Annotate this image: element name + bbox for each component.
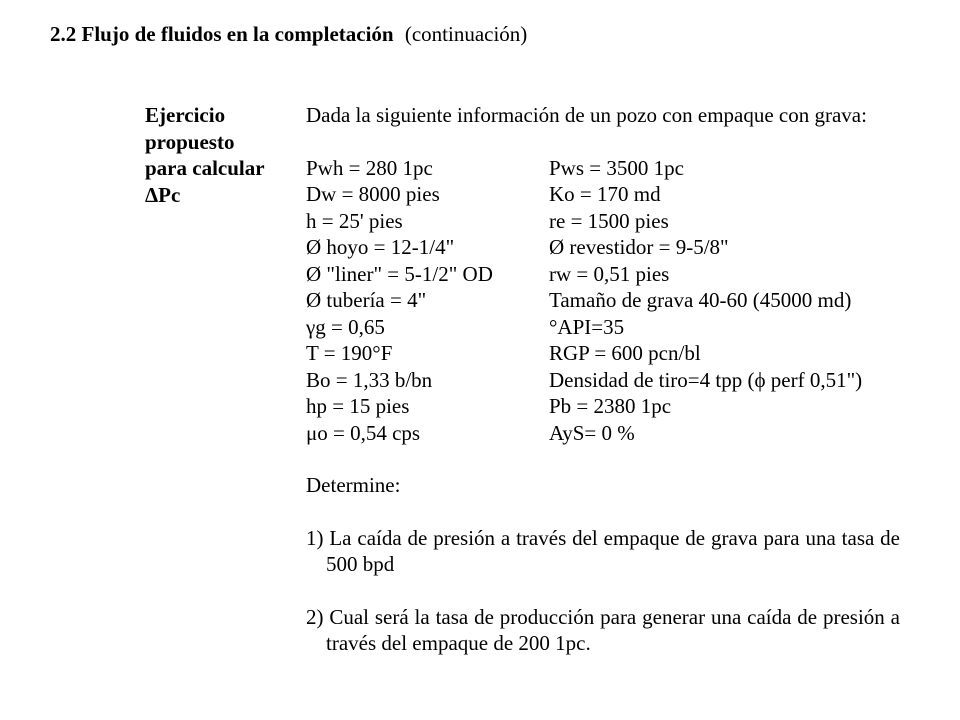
section-number: 2.2 [50,22,77,46]
parameter-left: Dw = 8000 pies [306,182,440,206]
parameter-row [306,208,900,235]
parameter-right: Densidad de tiro=4 tpp (ϕ perf 0,51") [549,367,863,392]
parameter-right: Ko = 170 md [549,182,661,206]
parameter-right: Ø revestidor = 9-5/8" [549,235,729,259]
parameter-row [306,181,900,208]
question-1: 1) La caída de presión a través del empaque de grava para una tasa de 500 bpd [306,525,900,576]
parameter-right: °API=35 [549,314,625,339]
section-title [50,22,527,47]
section-subtitle: (continuación) [404,22,528,46]
parameter-row [306,420,900,447]
parameter-left: Pwh = 280 1pc [306,155,433,180]
parameter-right: re = 1500 pies [549,208,669,233]
exercise-label [145,102,295,208]
parameter-list [306,155,900,447]
parameter-left: Bo = 1,33 b/bn [306,367,433,392]
parameter-right: rw = 0,51 pies [549,261,670,286]
parameter-left: Ø hoyo = 12-1/4" [306,235,455,259]
parameter-row [306,261,900,288]
exercise-content [306,102,900,657]
parameter-right: Tamaño de grava 40-60 (45000 md) [549,288,852,312]
parameter-row [306,234,900,261]
exercise-label-line: ΔPc [145,182,181,207]
parameter-left: γg = 0,65 [306,314,385,339]
intro-text: Dada la siguiente información de un pozo con empaque con grava: [306,103,867,127]
parameter-row [306,393,900,420]
parameter-left: Ø "liner" = 5-1/2" OD [306,261,493,286]
parameter-right: AyS= 0 % [549,420,635,445]
question-2: 2) Cual será la tasa de producción para generar una caída de presión a través del empaque de 200 1pc. [306,604,900,655]
parameter-right: RGP = 600 pcn/bl [549,341,701,365]
exercise-label-line: propuesto [145,129,235,154]
parameter-right: Pws = 3500 1pc [549,155,684,180]
parameter-row [306,340,900,367]
parameter-left: hp = 15 pies [306,394,410,418]
parameter-left: μo = 0,54 cps [306,420,421,445]
parameter-left: T = 190°F [306,341,393,365]
parameter-row [306,367,900,394]
parameter-left: Ø tubería = 4" [306,288,427,312]
parameter-left: h = 25' pies [306,208,403,233]
exercise-label-line: Ejercicio [145,103,226,127]
parameter-row [306,287,900,314]
determine-heading: Determine: [306,473,401,497]
exercise-label-line: para calcular [145,156,265,180]
parameter-row [306,155,900,182]
parameter-row [306,314,900,341]
section-heading: Flujo de fluidos en la completación [81,22,394,46]
parameter-right: Pb = 2380 1pc [549,394,672,418]
